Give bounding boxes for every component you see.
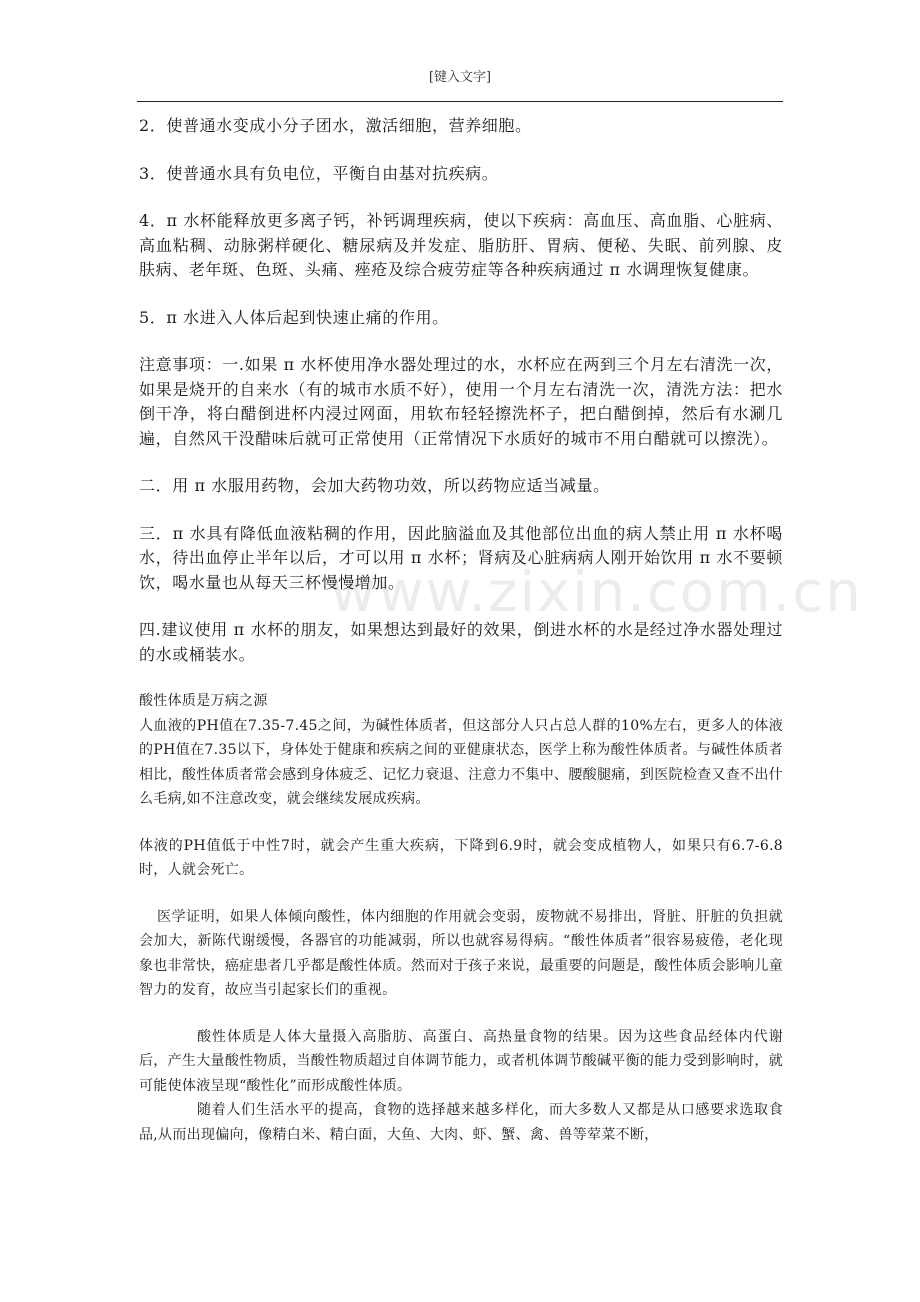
- section-paragraph-3: 医学证明，如果人体倾向酸性，体内细胞的作用就会变弱，废物就不易排出，肾脏、肝脏的负担就会加大，新陈代谢缓慢，各器官的功能减弱，所以也就容易得病。“酸性体质者”很容易疲倦，老化现象也非常快，癌症患者几乎都是酸性体质。然而对于孩子来说，最重要的问题是，酸性体质会影响儿童智力的发育，故应当引起家长们的重视。: [139, 908, 783, 998]
- document-body: [139, 114, 783, 1147]
- paragraph-notes: 注意事项：一.如果 π 水杯使用净水器处理过的水，水杯应在两到三个月左右清洗一次，如果是烧开的自来水（有的城市水质不好），使用一个月左右清洗一次，清洗方法：把水倒干净，将白醋倒进杯内浸过网面，用软布轻轻擦洗杯子，把白醋倒掉，然后有水涮几遍，自然风干没醋味后就可正常使用（正常情况下水质好的城市不用白醋就可以擦洗）。: [139, 355, 783, 448]
- section-paragraph-4: 酸性体质是人体大量摄入高脂肪、高蛋白、高热量食物的结果。因为这些食品经体内代谢后，产生大量酸性物质，当酸性物质超过自体调节能力，或者机体调节酸碱平衡的能力受到影响时，就可能使体液呈现“酸性化”而形成酸性体质。: [139, 1028, 783, 1094]
- paragraph-item-4: 4．π 水杯能释放更多离子钙，补钙调理疾病，使以下疾病：高血压、高血脂、心脏病、高血粘稠、动脉粥样硬化、糖尿病及并发症、脂肪肝、胃病、便秘、失眠、前列腺、皮肤病、老年斑、色斑、头痛、痤疮及综合疲劳症等各种疾病通过 π 水调理恢复健康。: [139, 211, 783, 279]
- section-paragraph-5: 随着人们生活水平的提高，食物的选择越来越多样化，而大多数人又都是从口感要求选取食品,从而出现偏向，像精白米、精白面，大鱼、大肉、虾、蟹、禽、兽等荤菜不断，: [139, 1102, 783, 1143]
- paragraph-note-3: 三．π 水具有降低血液粘稠的作用，因此脑溢血及其他部位出血的病人禁止用 π 水杯喝水，待出血停止半年以后，才可以用 π 水杯；肾病及心脏病病人刚开始饮用 π 水不要顿饮，喝水量也从每天三杯慢慢增加。: [139, 523, 783, 592]
- paragraph-item-2: 2．使普通水变成小分子团水，激活细胞，营养细胞。: [139, 116, 532, 135]
- watermark: www.zixin.com.cn: [330, 560, 863, 625]
- paragraph-item-3: 3．使普通水具有负电位，平衡自由基对抗疾病。: [139, 163, 499, 183]
- section-title: 酸性体质是万病之源: [139, 693, 268, 709]
- paragraph-note-4: 四.建议使用 π 水杯的朋友，如果想达到最好的效果，倒进水杯的水是经过净水器处理过的水或桶装水。: [139, 620, 783, 664]
- paragraph-item-5: 5．π 水进入人体后起到快速止痛的作用。: [139, 307, 449, 327]
- section-paragraph-2: 体液的PH值低于中性7时，就会产生重大疾病，下降到6.9时，就会变成植物人，如果只有6.7-6.8时，人就会死亡。: [139, 837, 783, 878]
- section-paragraph-1: 人血液的PH值在7.35-7.45之间，为碱性体质者，但这部分人只占总人群的10%左右，更多人的体液的PH值在7.35以下，身体处于健康和疾病之间的亚健康状态，医学上称为酸性体质者。与碱性体质者相比，酸性体质者常会感到身体疲乏、记忆力衰退、注意力不集中、腰酸腿痛，到医院检查又查不出什么毛病,如不注意改变，就会继续发展成疾病。: [139, 717, 783, 807]
- page-header: [键入文字]: [428, 70, 492, 85]
- paragraph-note-2: 二．用 π 水服用药物，会加大药物功效，所以药物应适当减量。: [139, 476, 610, 495]
- header-divider: [137, 101, 783, 102]
